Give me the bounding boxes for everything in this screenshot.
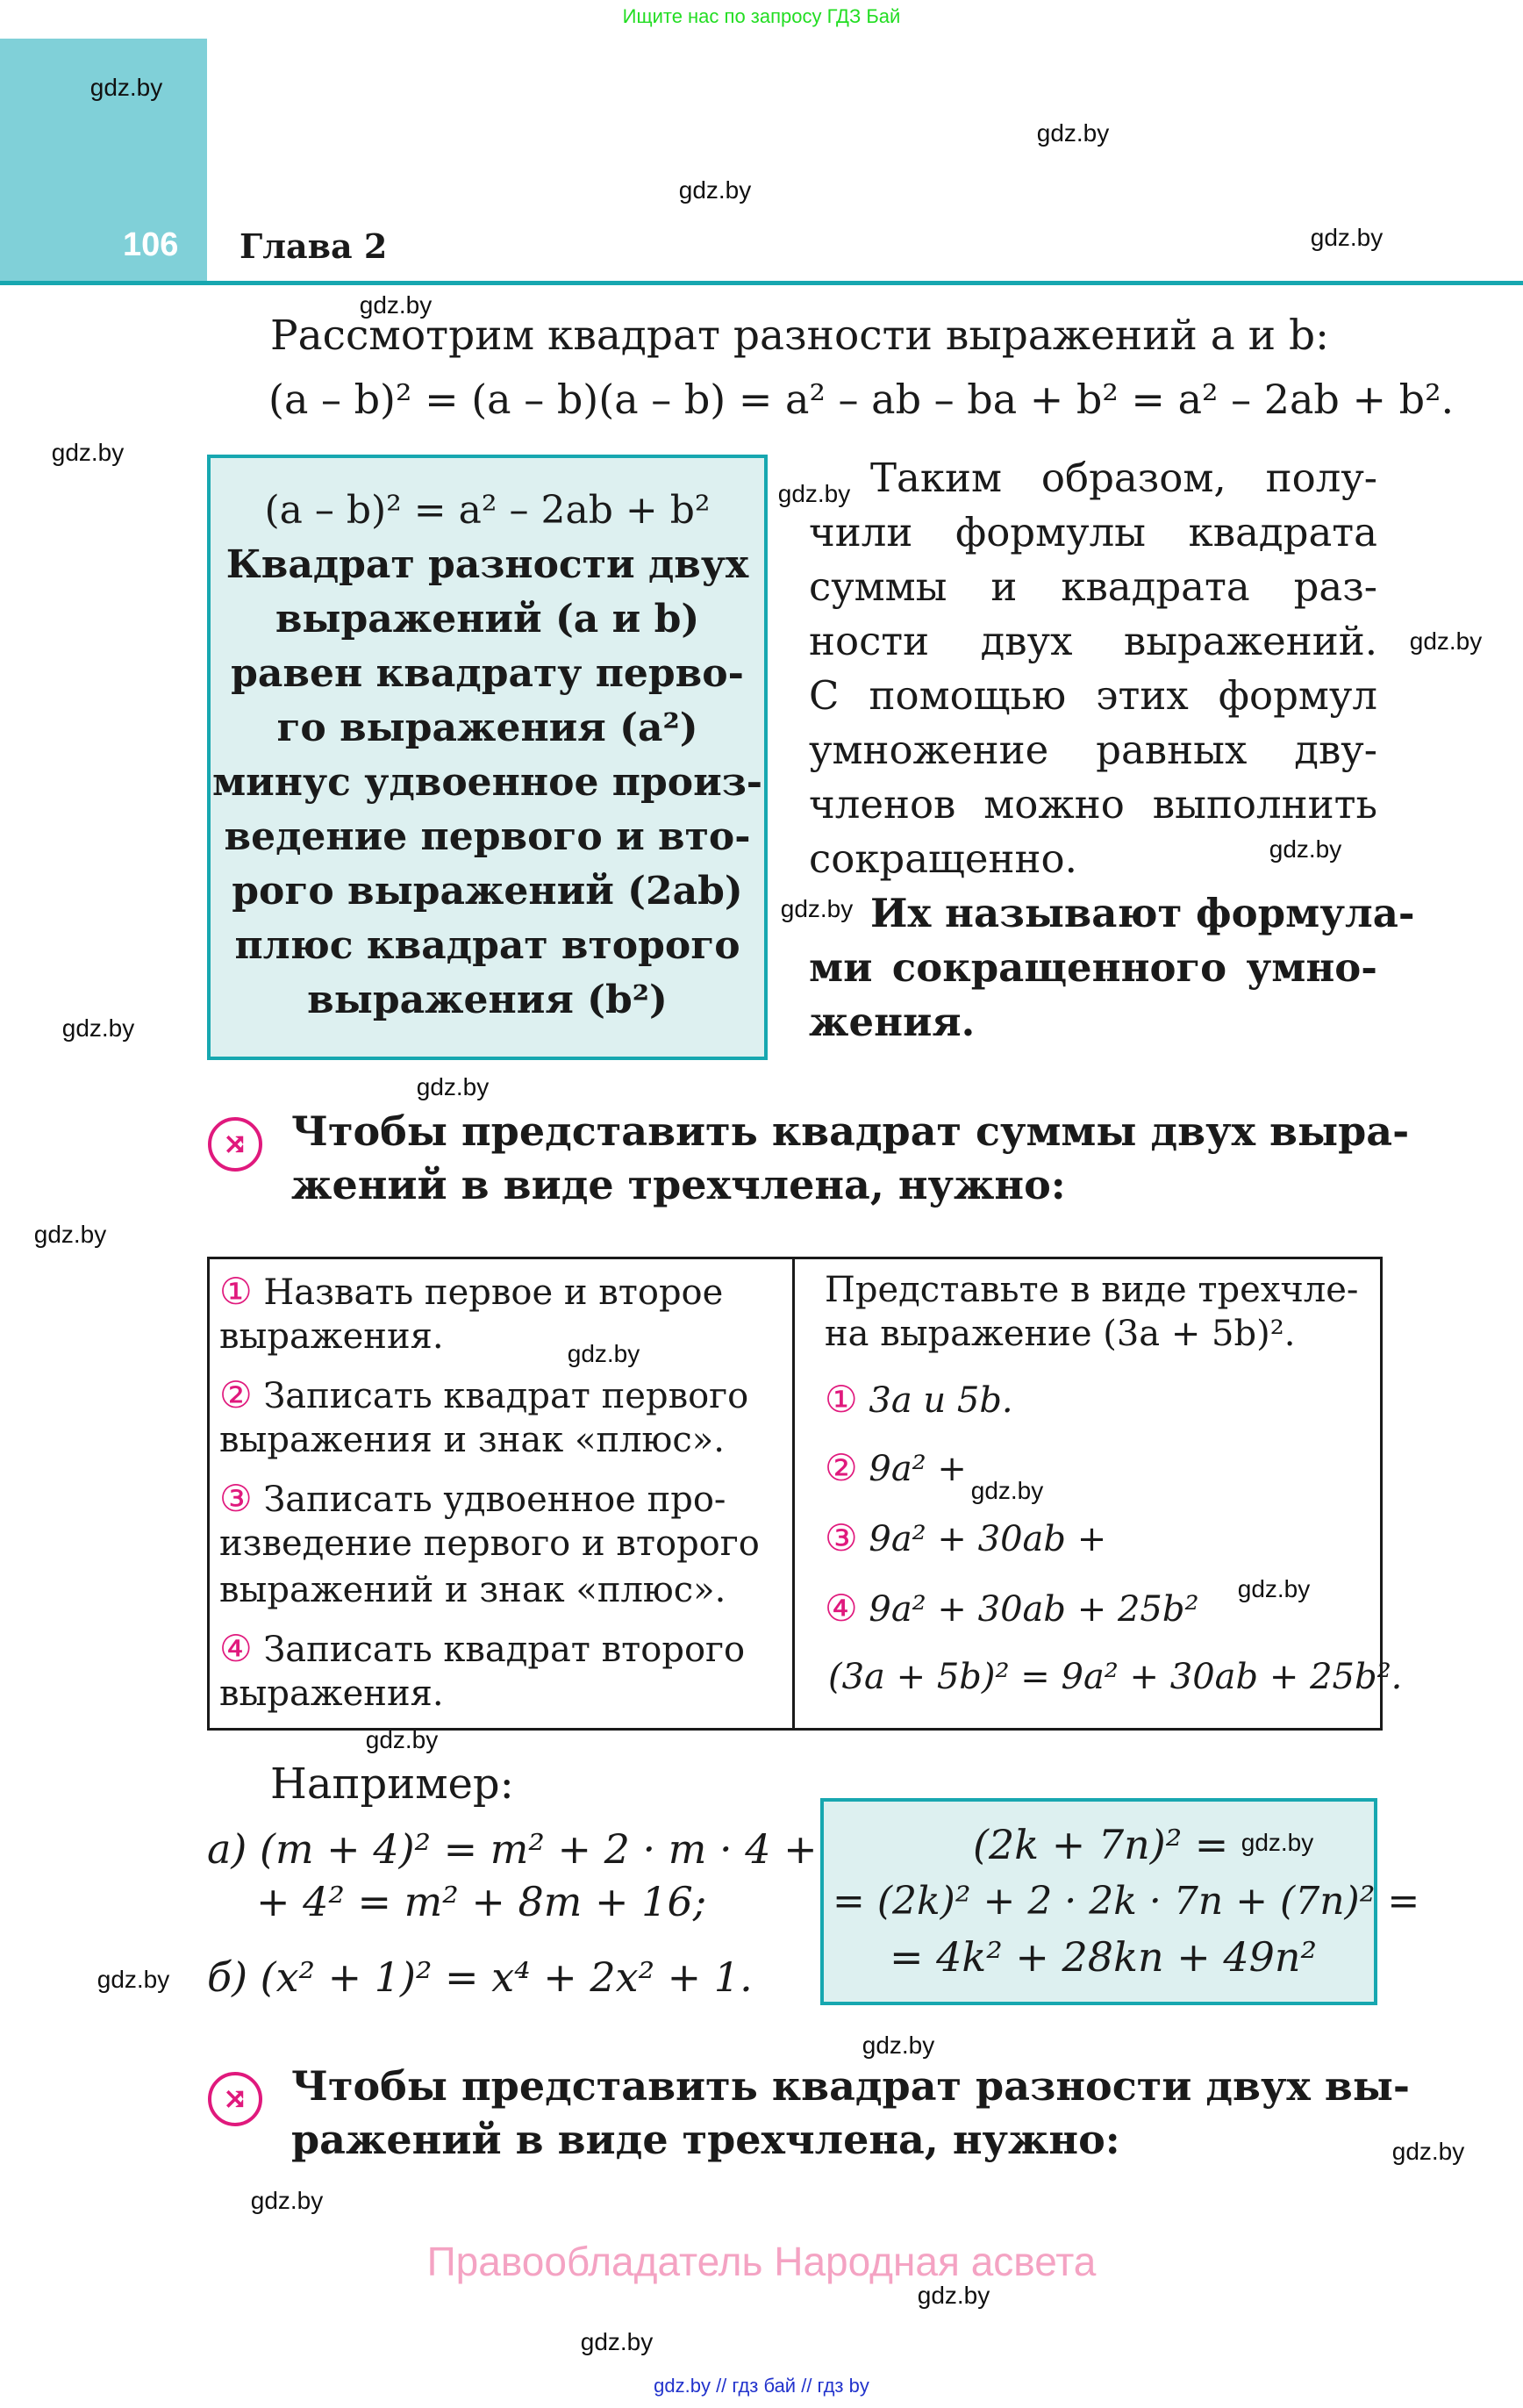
intro-formula: (a – b)² = (a – b)(a – b) = a² – ab – ba + b² = a² – 2ab + b².: [268, 376, 1455, 423]
example-b: б) (x² + 1)² = x⁴ + 2x² + 1.: [207, 1953, 753, 2001]
step-text: Записать квадрат второго: [263, 1630, 746, 1670]
example-a-cont: + 4² = m² + 8m + 16;: [256, 1878, 707, 1925]
right-text-line: Их называют формула-: [870, 890, 1415, 936]
watermark: gdz.by: [917, 2282, 990, 2309]
rule-formula: (a – b)² = a² – 2ab + b²: [264, 488, 711, 533]
header-rule: [0, 281, 1523, 285]
step-number: ②: [219, 1373, 253, 1416]
top-search-note: Ищите нас по запросу ГДЗ Бай: [622, 5, 901, 27]
watermark: gdz.by: [250, 2187, 324, 2214]
watermark: gdz.by: [580, 2328, 654, 2355]
table-step-3: [219, 1477, 726, 1520]
step-number: ②: [825, 1446, 858, 1489]
rule-line: равен квадрату перво-: [231, 651, 744, 696]
watermark: gdz.by: [61, 1014, 135, 1042]
chapter-title: Глава 2: [240, 226, 388, 266]
watermark: gdz.by: [1391, 2138, 1465, 2165]
watermark: gdz.by: [359, 291, 433, 319]
heading-difference-cont: ражений в виде трехчлена, нужно:: [291, 2116, 1120, 2163]
right-text-line: сокращенно.: [809, 835, 1077, 882]
step-text: 9a² + 30ab + 25b²: [869, 1589, 1199, 1630]
step-number: ①: [825, 1378, 858, 1421]
step-text: Назвать первое и второе: [263, 1272, 724, 1313]
shuffle-icon: ⤨: [208, 2072, 262, 2126]
example-box-line: (2k + 7n)² =: [973, 1821, 1229, 1868]
example-box-line: = (2k)² + 2 · 2k · 7n + (7n)² =: [833, 1879, 1420, 1924]
right-text-line: жения.: [809, 999, 976, 1045]
step-cont: выражения и знак «плюс».: [219, 1420, 725, 1460]
right-text-line: ми сокращенного умно-: [809, 944, 1377, 991]
watermark: gdz.by: [970, 1477, 1044, 1504]
watermark: gdz.by: [416, 1073, 490, 1100]
step-cont: изведение первого и второго: [219, 1523, 760, 1564]
table-divider: [792, 1257, 795, 1728]
step-number: ①: [219, 1270, 253, 1313]
watermark: gdz.by: [678, 176, 752, 204]
step-number: ④: [825, 1587, 858, 1630]
table-step-2: [219, 1373, 748, 1416]
step-cont: выражения.: [219, 1673, 444, 1714]
example-step-4: [825, 1587, 1199, 1630]
rule-line: рого выражений (2ab): [232, 869, 743, 914]
step-text: Записать удвоенное про-: [263, 1480, 726, 1520]
watermark: gdz.by: [780, 895, 854, 922]
intro-text: Рассмотрим квадрат разности выражений a и b:: [270, 312, 1329, 360]
task-text: на выражение (3a + 5b)².: [825, 1314, 1296, 1354]
watermark: gdz.by: [97, 1966, 170, 1993]
watermark: gdz.by: [89, 74, 163, 101]
right-text-line: Таким образом, полу-: [870, 455, 1377, 501]
right-text-line: суммы и квадрата раз-: [809, 563, 1377, 610]
shuffle-icon: ⤨: [208, 1117, 262, 1172]
step-number: ③: [219, 1477, 253, 1520]
step-text: 3a и 5b.: [869, 1380, 1013, 1421]
table-step-4: [219, 1627, 745, 1670]
step-text: 9a² +: [869, 1449, 967, 1489]
heading-difference: Чтобы представить квадрат разности двух вы-: [291, 2062, 1411, 2110]
rule-line: минус удвоенное произ-: [211, 760, 763, 805]
right-text-line: умножение равных дву-: [809, 727, 1377, 773]
rule-line: плюс квадрат второго: [234, 923, 740, 968]
watermark: gdz.by: [1409, 627, 1483, 655]
step-number: ③: [825, 1516, 858, 1559]
step-cont: выражений и знак «плюс».: [219, 1570, 726, 1610]
right-text-line: ности двух выражений.: [809, 618, 1377, 664]
example-box-line: = 4k² + 28kn + 49n²: [890, 1933, 1317, 1981]
copyright-owner: Правообладатель Народная асвета: [426, 2239, 1097, 2284]
right-text-line: чили формулы квадрата: [809, 509, 1377, 555]
rule-line: ведение первого и вто-: [224, 814, 751, 859]
watermark: gdz.by: [33, 1221, 107, 1248]
rule-line: выражения (b²): [307, 978, 668, 1022]
watermark: gdz.by: [1310, 224, 1384, 251]
right-text-line: С помощью этих формул: [809, 672, 1377, 719]
watermark: gdz.by: [365, 1726, 439, 1753]
heading-sum: Чтобы представить квадрат суммы двух выра-: [291, 1107, 1410, 1155]
step-text: Записать квадрат первого: [263, 1376, 749, 1416]
watermark: gdz.by: [1036, 119, 1110, 147]
step-cont: выражения.: [219, 1316, 444, 1357]
examples-label: Например:: [270, 1759, 514, 1809]
example-step-3: [825, 1516, 1106, 1559]
rule-line: го выражения (a²): [276, 706, 698, 750]
right-text-line: членов можно выполнить: [809, 781, 1377, 828]
task-text: Представьте в виде трехчле-: [825, 1270, 1359, 1310]
heading-sum-cont: жений в виде трехчлена, нужно:: [291, 1161, 1066, 1208]
page-number: 106: [123, 226, 179, 263]
table-step-1: [219, 1270, 723, 1313]
watermark: gdz.by: [1241, 1829, 1314, 1856]
bottom-links[interactable]: gdz.by // гдз бай // гдз by: [654, 2375, 869, 2397]
rule-box: [207, 455, 768, 1060]
rule-line: выражений (a и b): [275, 597, 700, 641]
example-result: (3a + 5b)² = 9a² + 30ab + 25b².: [828, 1657, 1403, 1697]
watermark: gdz.by: [1269, 835, 1342, 863]
step-number: ④: [219, 1627, 253, 1670]
example-step-2: [825, 1446, 967, 1489]
rule-line: Квадрат разности двух: [225, 542, 749, 587]
watermark: gdz.by: [51, 439, 125, 466]
watermark: gdz.by: [862, 2032, 935, 2059]
watermark: gdz.by: [1237, 1575, 1311, 1602]
watermark: gdz.by: [777, 480, 851, 507]
example-step-1: [825, 1378, 1013, 1421]
watermark: gdz.by: [567, 1340, 640, 1367]
step-text: 9a² + 30ab +: [869, 1519, 1107, 1559]
example-a: а) (m + 4)² = m² + 2 · m · 4 +: [207, 1825, 818, 1873]
